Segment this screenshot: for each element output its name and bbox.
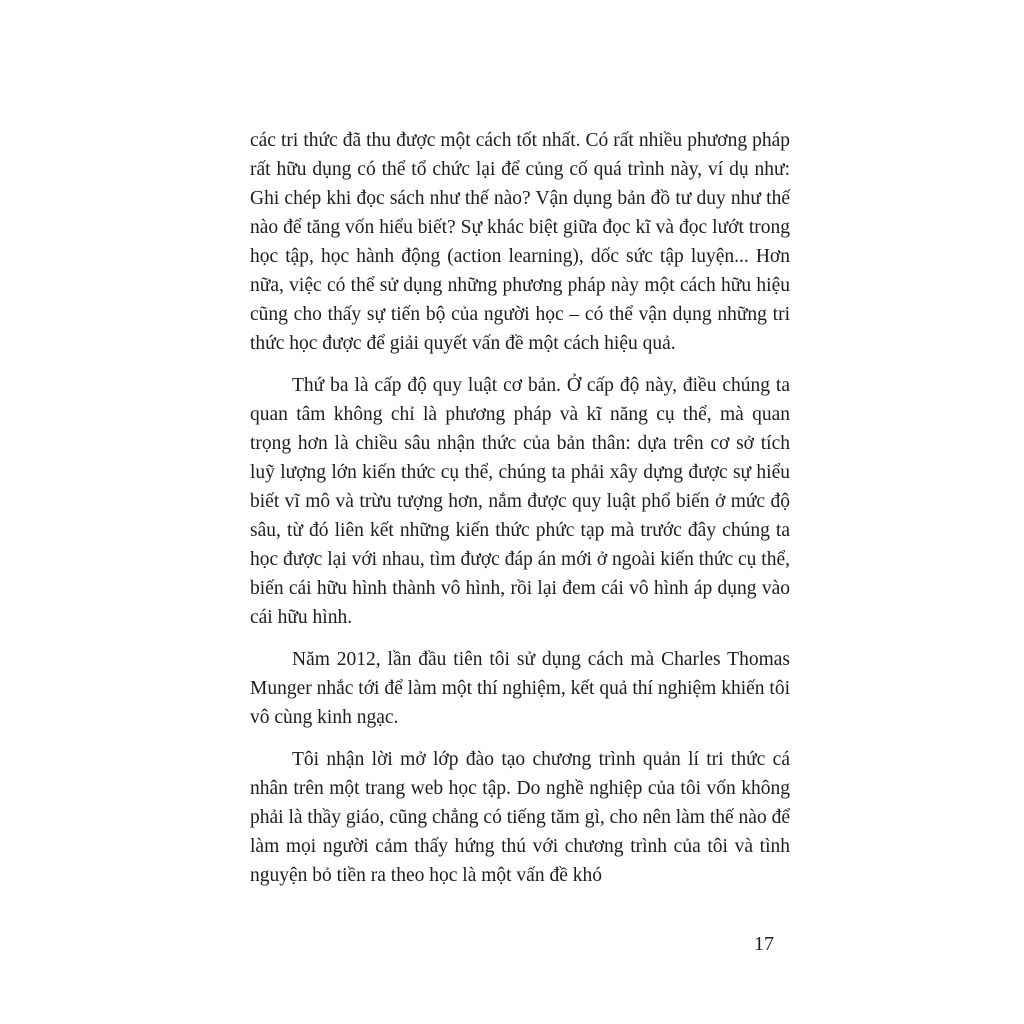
- paragraph-4: Tôi nhận lời mở lớp đào tạo chương trình quản lí tri thức cá nhân trên một trang web học tập. Do nghề nghiệp của tôi vốn không phải là thầy giáo, cũng chẳng có tiếng tăm gì, cho nên làm thế nào để làm mọi người cảm thấy hứng thú với chương trình của tôi và tình nguyện bỏ tiền ra theo học là một vấn đề khó: [250, 749, 790, 886]
- body-text-block: [250, 126, 790, 903]
- page-number: 17: [754, 933, 774, 955]
- paragraph-2: Thứ ba là cấp độ quy luật cơ bản. Ở cấp độ này, điều chúng ta quan tâm không chỉ là phương pháp và kĩ năng cụ thể, mà quan trọng hơn là chiều sâu nhận thức của bản thân: dựa trên cơ sở tích luỹ lượng lớn kiến thức cụ thể, chúng ta phải xây dựng được sự hiểu biết vĩ mô và trừu tượng hơn, nắm được quy luật phổ biến ở mức độ sâu, từ đó liên kết những kiến thức phức tạp mà trước đây chúng ta học được lại với nhau, tìm được đáp án mới ở ngoài kiến thức cụ thể, biến cái hữu hình thành vô hình, rồi lại đem cái vô hình áp dụng vào cái hữu hình.: [250, 375, 790, 628]
- paragraph-3: Năm 2012, lần đầu tiên tôi sử dụng cách mà Charles Thomas Munger nhắc tới để làm một thí nghiệm, kết quả thí nghiệm khiến tôi vô cùng kinh ngạc.: [250, 649, 790, 728]
- paragraph-1: các tri thức đã thu được một cách tốt nhất. Có rất nhiều phương pháp rất hữu dụng có thể tổ chức lại để củng cố quá trình này, ví dụ như: Ghi chép khi đọc sách như thế nào? Vận dụng bản đồ tư duy như thế nào để tăng vốn hiểu biết? Sự khác biệt giữa đọc kĩ và đọc lướt trong học tập, học hành động (action learning), dốc sức tập luyện... Hơn nữa, việc có thể sử dụng những phương pháp này một cách hữu hiệu cũng cho thấy sự tiến bộ của người học – có thể vận dụng những tri thức học được để giải quyết vấn đề một cách hiệu quả.: [250, 130, 790, 354]
